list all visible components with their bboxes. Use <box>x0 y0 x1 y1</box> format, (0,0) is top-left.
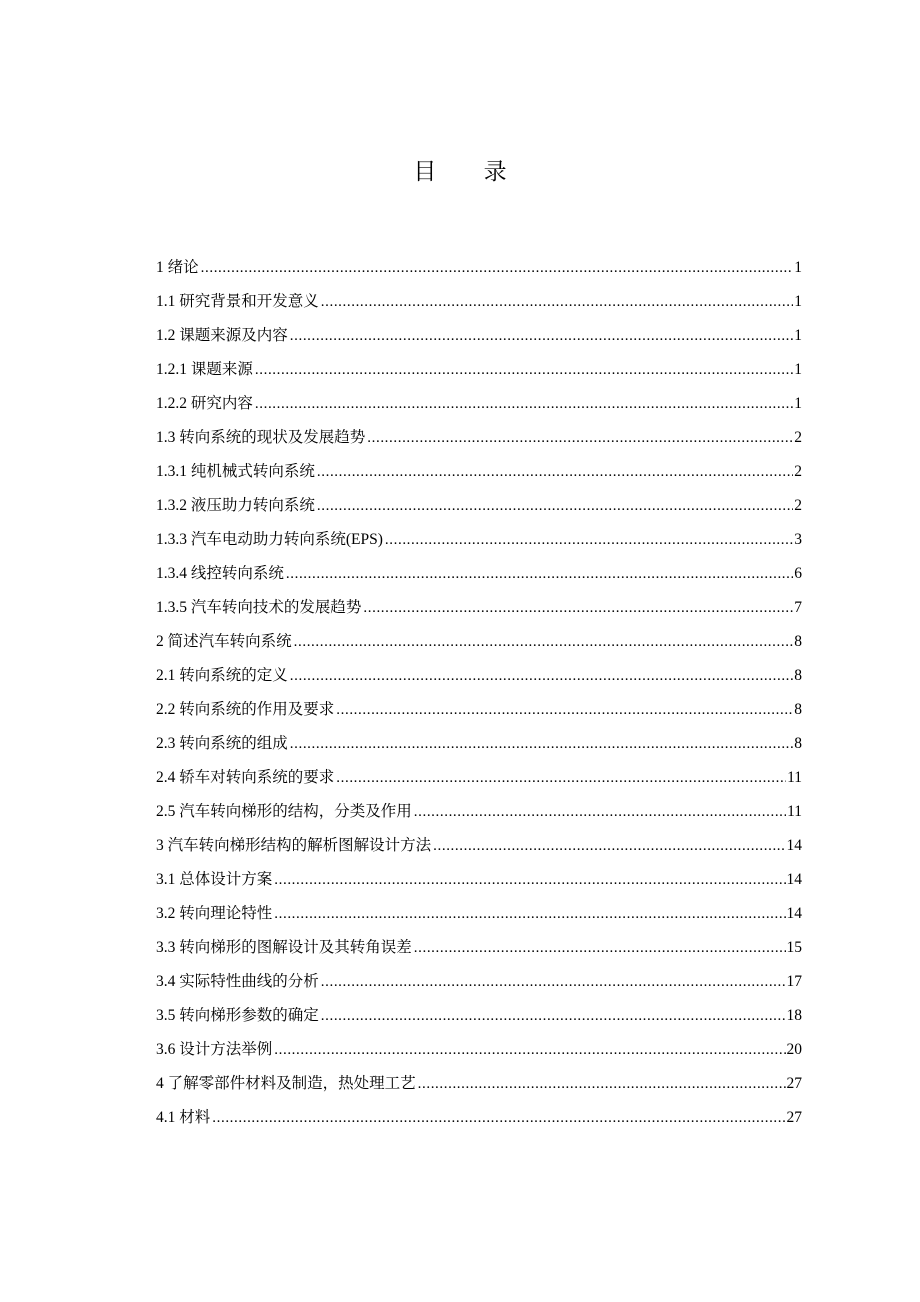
toc-entry[interactable] <box>156 1072 802 1106</box>
dot-leader <box>201 256 794 280</box>
toc-entry-page: 11 <box>787 803 802 820</box>
toc-entry-page: 8 <box>794 667 802 684</box>
toc-entry[interactable] <box>156 460 802 494</box>
toc-entry[interactable] <box>156 970 802 1004</box>
toc-entry-label: 3.5 转向梯形参数的确定 <box>156 1007 319 1024</box>
toc-entry-page: 7 <box>794 599 802 616</box>
toc-entry-label: 1.2 课题来源及内容 <box>156 327 288 344</box>
dot-leader <box>385 528 793 552</box>
toc-entry-page: 2 <box>794 429 802 446</box>
dot-leader <box>414 800 786 824</box>
dot-leader <box>336 698 793 722</box>
dot-leader <box>433 834 785 858</box>
toc-entry-label: 1.1 研究背景和开发意义 <box>156 293 319 310</box>
toc-entry-page: 14 <box>786 871 802 888</box>
toc-entry-page: 27 <box>786 1109 802 1126</box>
dot-leader <box>274 868 785 892</box>
toc-entry-label: 4.1 材料 <box>156 1109 211 1126</box>
toc-entry[interactable] <box>156 290 802 324</box>
dot-leader <box>321 290 793 314</box>
dot-leader <box>294 630 794 654</box>
toc-entry-page: 20 <box>786 1041 802 1058</box>
dot-leader <box>290 732 793 756</box>
toc-entry-page: 2 <box>794 463 802 480</box>
toc-entry-label: 3.3 转向梯形的图解设计及其转角误差 <box>156 939 412 956</box>
toc-entry-page: 2 <box>794 497 802 514</box>
toc-entry-label: 1.2.2 研究内容 <box>156 395 253 412</box>
toc-entry-label: 1.3.1 纯机械式转向系统 <box>156 463 315 480</box>
toc-entry[interactable] <box>156 1106 802 1140</box>
dot-leader <box>290 664 793 688</box>
toc-entry-label: 4 了解零部件材料及制造，热处理工艺 <box>156 1075 416 1092</box>
dot-leader <box>286 562 793 586</box>
dot-leader <box>321 970 786 994</box>
toc-entry-label: 1.3.2 液压助力转向系统 <box>156 497 315 514</box>
toc-entry-label: 3.1 总体设计方案 <box>156 871 273 888</box>
toc-entry-label: 2 简述汽车转向系统 <box>156 633 292 650</box>
toc-entry-label: 3.2 转向理论特性 <box>156 905 273 922</box>
dot-leader <box>255 392 793 416</box>
dot-leader <box>336 766 786 790</box>
dot-leader <box>363 596 793 620</box>
toc-entry[interactable] <box>156 1038 802 1072</box>
toc-entry-label: 3.4 实际特性曲线的分析 <box>156 973 319 990</box>
toc-entry-page: 1 <box>794 361 802 378</box>
dot-leader <box>414 936 786 960</box>
toc-entry[interactable] <box>156 392 802 426</box>
dot-leader <box>255 358 793 382</box>
toc-entry-label: 2.1 转向系统的定义 <box>156 667 288 684</box>
dot-leader <box>321 1004 786 1028</box>
toc-entry-page: 14 <box>786 837 802 854</box>
dot-leader <box>274 902 785 926</box>
toc-entry-label: 1.3.5 汽车转向技术的发展趋势 <box>156 599 362 616</box>
page-title: 目 录 <box>413 159 527 185</box>
toc-entry-label: 3.6 设计方法举例 <box>156 1041 273 1058</box>
toc-entry-page: 8 <box>794 633 802 650</box>
toc-entry-page: 1 <box>794 395 802 412</box>
toc-entry-label: 2.2 转向系统的作用及要求 <box>156 701 335 718</box>
toc-entry[interactable] <box>156 1004 802 1038</box>
toc-entry[interactable] <box>156 732 802 766</box>
toc-entry-page: 11 <box>787 769 802 786</box>
toc-entry-page: 1 <box>794 259 802 276</box>
toc-entry-page: 18 <box>786 1007 802 1024</box>
dot-leader <box>418 1072 786 1096</box>
toc-entry[interactable] <box>156 426 802 460</box>
toc-entry-label: 1.3.3 汽车电动助力转向系统(EPS) <box>156 531 383 548</box>
toc-entry-label: 2.3 转向系统的组成 <box>156 735 288 752</box>
dot-leader <box>212 1106 785 1130</box>
toc-entry-label: 1 绪论 <box>156 259 199 276</box>
dot-leader <box>317 460 793 484</box>
toc-list <box>156 256 802 1140</box>
toc-entry[interactable] <box>156 528 802 562</box>
toc-entry[interactable] <box>156 630 802 664</box>
toc-entry[interactable] <box>156 256 802 290</box>
toc-entry[interactable] <box>156 868 802 902</box>
dot-leader <box>290 324 793 348</box>
toc-entry[interactable] <box>156 324 802 358</box>
toc-entry-page: 3 <box>794 531 802 548</box>
toc-entry[interactable] <box>156 562 802 596</box>
dot-leader <box>317 494 793 518</box>
toc-entry-page: 14 <box>786 905 802 922</box>
toc-entry[interactable] <box>156 698 802 732</box>
toc-entry-label: 2.5 汽车转向梯形的结构，分类及作用 <box>156 803 412 820</box>
toc-entry-page: 8 <box>794 701 802 718</box>
toc-entry-label: 1.2.1 课题来源 <box>156 361 253 378</box>
toc-entry-page: 1 <box>794 327 802 344</box>
dot-leader <box>367 426 793 450</box>
toc-entry[interactable] <box>156 800 802 834</box>
toc-entry[interactable] <box>156 596 802 630</box>
toc-entry-page: 17 <box>786 973 802 990</box>
toc-entry[interactable] <box>156 902 802 936</box>
toc-entry-page: 15 <box>786 939 802 956</box>
toc-entry-page: 1 <box>794 293 802 310</box>
toc-entry-label: 1.3.4 线控转向系统 <box>156 565 284 582</box>
toc-entry[interactable] <box>156 936 802 970</box>
toc-entry[interactable] <box>156 494 802 528</box>
dot-leader <box>274 1038 785 1062</box>
toc-entry-page: 6 <box>794 565 802 582</box>
toc-entry[interactable] <box>156 834 802 868</box>
toc-entry-label: 2.4 轿车对转向系统的要求 <box>156 769 335 786</box>
toc-entry[interactable] <box>156 766 802 800</box>
toc-entry[interactable] <box>156 358 802 392</box>
toc-entry[interactable] <box>156 664 802 698</box>
toc-entry-label: 1.3 转向系统的现状及发展趋势 <box>156 429 366 446</box>
toc-entry-page: 27 <box>786 1075 802 1092</box>
toc-entry-label: 3 汽车转向梯形结构的解析图解设计方法 <box>156 837 432 854</box>
toc-entry-page: 8 <box>794 735 802 752</box>
